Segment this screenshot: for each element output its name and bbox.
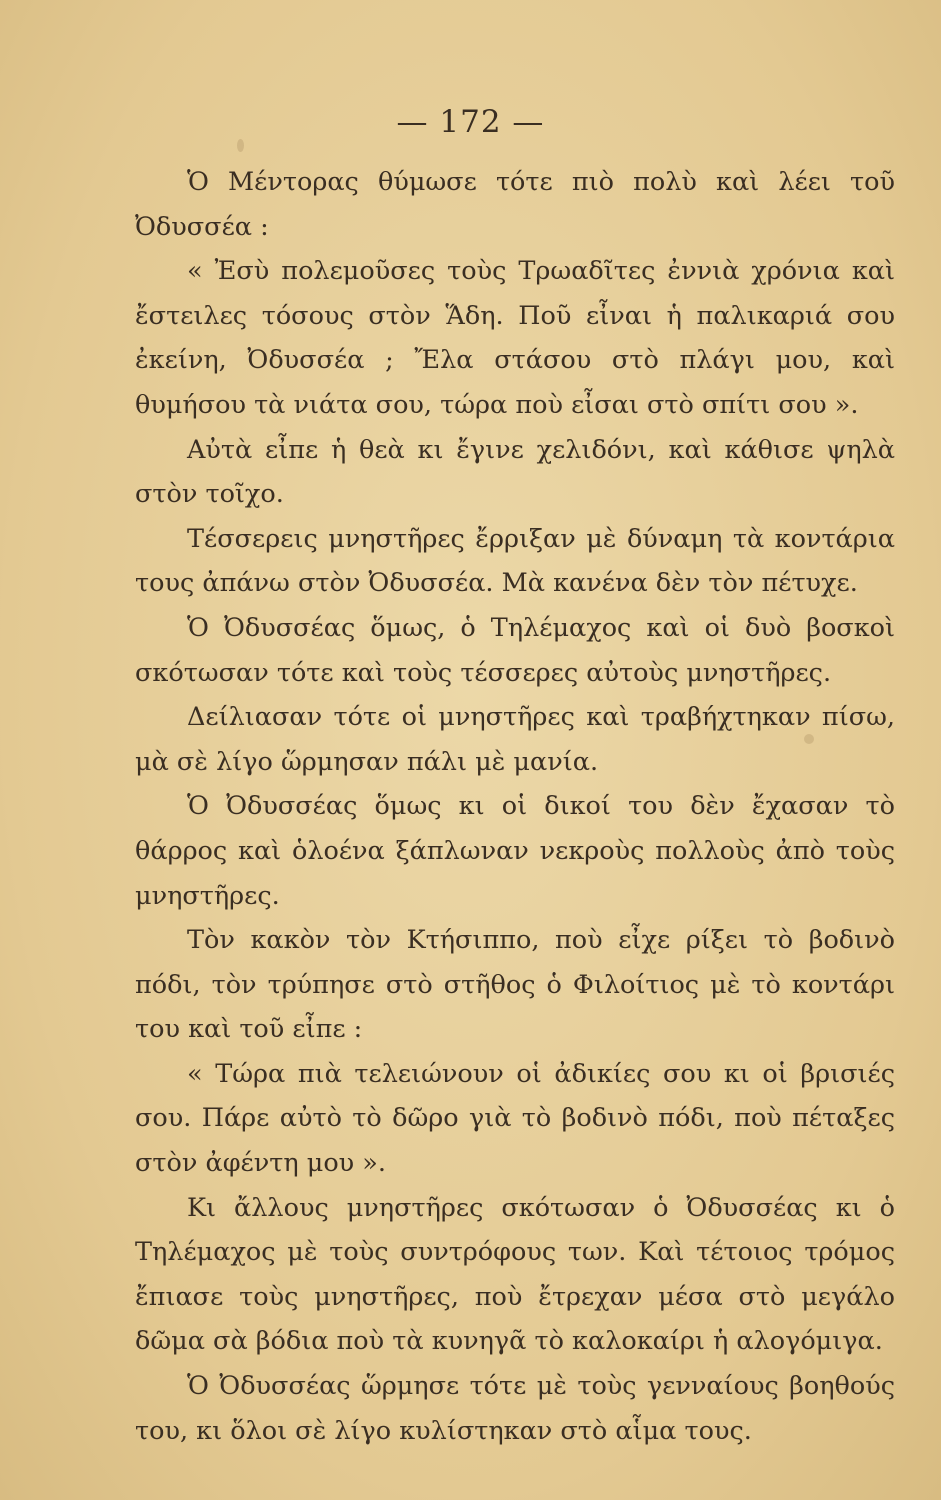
page-number: — 172 — [396,104,545,140]
paragraph: Τέσσερεις μνηστῆρες ἔρριξαν μὲ δύναμη τὰ κοντάρια τους ἀπάνω στὸν Ὀδυσσέα. Μὰ κανένα δὲν τὸν πέτυχε. [135,523,895,599]
paragraph: Ὁ Ὀδυσσέας ὅμως κι οἱ δικοί του δὲν ἔχασαν τὸ θάρρος καὶ ὁλοένα ξάπλωναν νεκροὺς πολλοὺς ἀπὸ τοὺς μνηστῆρες. [135,791,895,911]
paragraph: Ὁ Ὀδυσσέας ὥρμησε τότε μὲ τοὺς γενναίους βοηθούς του, κι ὅλοι σὲ λίγο κυλίστηκαν στὸ αἷμα τους. [135,1371,895,1446]
paragraph: Δείλιασαν τότε οἱ μνηστῆρες καὶ τραβήχτηκαν πίσω, μὰ σὲ λίγο ὥρμησαν πάλι μὲ μανία. [135,702,895,777]
paragraph: Ὁ Μέντορας θύμωσε τότε πιὸ πολὺ καὶ λέει τοῦ Ὀδυσσέα : [135,167,895,242]
page-text [135,160,895,1453]
paragraph: Τὸν κακὸν τὸν Κτήσιππο, ποὺ εἶχε ρίξει τὸ βοδινὸ πόδι, τὸν τρύπησε στὸ στῆθος ὁ Φιλοίτιος μὲ τὸ κοντάρι του καὶ τοῦ εἶπε : [135,925,895,1045]
paragraph: Ὁ Ὀδυσσέας ὅμως, ὁ Τηλέμαχος καὶ οἱ δυὸ βοσκοὶ σκότωσαν τότε καὶ τοὺς τέσσερες αὐτοὺς μνηστῆρες. [135,612,895,688]
paragraph: « Ἐσὺ πολεμοῦσες τοὺς Τρωαδῖτες ἐννιὰ χρόνια καὶ ἔστειλες τόσους στὸν Ἅδη. Ποῦ εἶναι ἡ παλικαριά σου ἐκείνη, Ὀδυσσέα ; Ἔλα στάσου στὸ πλάγι μου, καὶ θυμήσου τὰ νιάτα σου, τώρα ποὺ εἶσαι στὸ σπίτι σου ». [135,256,895,420]
paragraph: Κι ἄλλους μνηστῆρες σκότωσαν ὁ Ὀδυσσέας κι ὁ Τηλέμαχος μὲ τοὺς συντρόφους των. Καὶ τέτοιος τρόμος ἔπιασε τοὺς μνηστῆρες, ποὺ ἔτρεχαν μέσα στὸ μεγάλο δῶμα σὰ βόδια ποὺ τὰ κυνηγᾶ τὸ καλοκαίρι ἡ αλογόμιγα. [135,1192,895,1357]
ink-spot [237,139,244,152]
paragraph: « Τώρα πιὰ τελειώνουν οἱ ἀδικίες σου κι οἱ βρισιές σου. Πάρε αὐτὸ τὸ δῶρο γιὰ τὸ βοδινὸ πόδι, ποὺ πέταξες στὸν ἀφέντη μου ». [135,1058,895,1179]
paragraph: Αὐτὰ εἶπε ἡ θεὰ κι ἔγινε χελιδόνι, καὶ κάθισε ψηλὰ στὸν τοῖχο. [135,434,895,510]
